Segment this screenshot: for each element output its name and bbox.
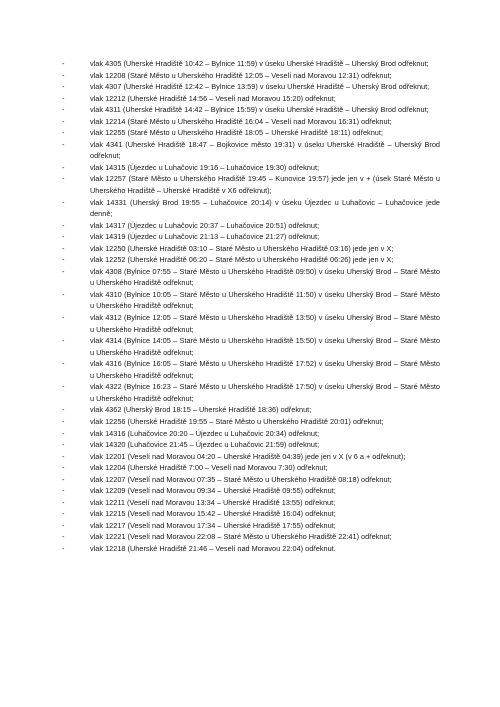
list-bullet: - — [62, 416, 65, 426]
list-item — [62, 358, 440, 381]
list-item — [62, 404, 440, 416]
list-item — [62, 381, 440, 404]
list-bullet: - — [62, 116, 65, 126]
list-item-text: vlak 12256 (Uherské Hradiště 19:55 – Staré Město u Uherského Hradiště 20:01) odřeknut; — [90, 416, 384, 426]
list-bullet: - — [62, 82, 65, 92]
list-item-text: vlak 14320 (Luhačovice 21:45 – Újezdec u Luhačovic 21:59) odřeknut; — [90, 440, 320, 450]
list-item-text: vlak 12221 (Veselí nad Moravou 22:08 – Staré Město u Uherského Hradiště 22:41) odřeknut; — [90, 532, 392, 542]
list-item-text: vlak 12215 (Veselí nad Moravou 15:42 – Uherské Hradiště 16:04) odřeknut; — [90, 509, 336, 519]
list-bullet: - — [62, 405, 65, 415]
list-bullet: - — [62, 243, 65, 253]
list-item — [62, 497, 440, 509]
list-item-text: vlak 4314 (Bylnice 14:05 – Staré Město u Uherského Hradiště 15:50) v úseku Uherský Brod – Staré Město u Uherského Hradiště odřeknut; — [90, 336, 440, 357]
list-item — [62, 254, 440, 266]
list-bullet: - — [62, 463, 65, 473]
list-item — [62, 266, 440, 289]
list-item — [62, 416, 440, 428]
list-item — [62, 312, 440, 335]
list-item-text: vlak 14315 (Újezdec u Luhačovic 19:16 – Luhačovice 19:30) odřeknut; — [90, 162, 320, 172]
list-item-text: vlak 12214 (Staré Město u Uherského Hradiště 16:04 – Veselí nad Moravou 16:31) odřeknut; — [90, 116, 392, 126]
list-bullet: - — [62, 105, 65, 115]
list-item-text: vlak 12204 (Uherské Hradiště 7:00 – Veselí nad Moravou 7:30) odřeknut; — [90, 463, 328, 473]
list-bullet: - — [62, 289, 65, 299]
list-item — [62, 231, 440, 243]
list-bullet: - — [62, 428, 65, 438]
list-bullet: - — [62, 359, 65, 369]
list-bullet: - — [62, 128, 65, 138]
list-item-text: vlak 12217 (Veselí nad Moravou 17:34 – Uherské Hradiště 17:55) odřeknut; — [90, 520, 336, 530]
list-bullet: - — [62, 451, 65, 461]
list-item-text: vlak 4307 (Uherské Hradiště 12:42 – Bylnice 13:59) v úseku Uherské Hradiště – Uherský Brod odřeknut; — [90, 82, 430, 92]
list-item-text: vlak 4362 (Uherský Brod 18:15 – Uherské Hradiště 18:36) odřeknut; — [90, 405, 312, 415]
list-item-text: vlak 12212 (Uherské Hradiště 14:56 – Veselí nad Moravou 15:20) odřeknut; — [90, 93, 336, 103]
list-item — [62, 243, 440, 255]
list-item-text: vlak 12218 (Uherské Hradiště 21:46 – Veselí nad Moravou 22:04) odřeknut. — [90, 543, 336, 553]
list-item — [62, 520, 440, 532]
list-item-text: vlak 4341 (Uherské Hradiště 18:47 – Bojkovice město 19:31) v úseku Uherské Hradiště – Uherský Brod odřeknut; — [90, 139, 440, 161]
list-bullet: - — [62, 440, 65, 450]
list-item-text: vlak 14317 (Újezdec u Luhačovic 20:37 – Luhačovice 20:51) odřeknut; — [90, 220, 320, 230]
list-item — [62, 93, 440, 105]
list-item-text: vlak 12252 (Uherské Hradiště 06:20 – Staré Město u Uherského Hradiště 06:26) jede jen v X; — [90, 255, 394, 265]
list-bullet: - — [62, 520, 65, 530]
list-bullet: - — [62, 497, 65, 507]
list-item — [62, 531, 440, 543]
list-item — [62, 543, 440, 555]
list-item-text: vlak 12208 (Staré Město u Uherského Hradiště 12:05 – Veselí nad Moravou 12:31) odřeknut; — [90, 70, 392, 80]
list-item — [62, 289, 440, 312]
list-item-text: vlak 4311 (Uherské Hradiště 14:42 – Bylnice 15:59) v úseku Uherské Hradiště – Uherský Brod odřeknut; — [90, 105, 429, 115]
list-bullet: - — [62, 474, 65, 484]
list-item — [62, 439, 440, 451]
list-item-text: vlak 12209 (Veselí nad Moravou 09:34 – Uherské Hradiště 09:55) odřeknut; — [90, 486, 336, 496]
list-item — [62, 451, 440, 463]
list-bullet: - — [62, 139, 65, 149]
list-item — [62, 462, 440, 474]
list-bullet: - — [62, 162, 65, 172]
train-cancellation-list — [62, 58, 440, 555]
list-item — [62, 104, 440, 116]
list-bullet: - — [62, 266, 65, 276]
list-bullet: - — [62, 509, 65, 519]
list-item-text: vlak 4316 (Bylnice 16:05 – Staré Město u Uherského Hradiště 17:52) v úseku Uherský Brod – Staré Město u Uherského Hradiště odřeknut; — [90, 359, 440, 380]
list-bullet: - — [62, 543, 65, 553]
list-item-text: vlak 4312 (Bylnice 12:05 – Staré Město u Uherského Hradiště 13:50) v úseku Uherský Brod – Staré Město u Uherského Hradiště odřeknut; — [90, 313, 440, 334]
list-item-text: vlak 12211 (Veselí nad Moravou 13:34 – Uherské Hradiště 13:55) odřeknut; — [90, 497, 336, 507]
list-bullet: - — [62, 336, 65, 346]
list-item-text: vlak 14319 (Újezdec u Luhačovic 21:13 – Luhačovice 21:27) odřeknut; — [90, 232, 320, 242]
list-item-text: vlak 14316 (Luhačovice 20:20 – Újezdec u Luhačovic 20:34) odřeknut; — [90, 428, 320, 438]
list-item — [62, 127, 440, 139]
list-bullet: - — [62, 255, 65, 265]
list-bullet: - — [62, 174, 65, 184]
list-bullet: - — [62, 232, 65, 242]
list-item — [62, 139, 440, 162]
list-item-text: vlak 4322 (Bylnice 16:23 – Staré Město u Uherského Hradiště 17:50) v úseku Uherský Brod – Staré Město u Uherského Hradiště odřeknut; — [90, 382, 440, 403]
list-bullet: - — [62, 313, 65, 323]
list-item — [62, 335, 440, 358]
list-item — [62, 173, 440, 196]
list-item-text: vlak 12250 (Uherské Hradiště 03:10 – Staré Město u Uherského Hradiště 03:16) jede jen v X; — [90, 243, 394, 253]
list-item-text: vlak 4305 (Uherské Hradiště 10:42 – Bylnice 11:59) v úseku Uherské Hradiště – Uherský Brod odřeknut; — [90, 59, 429, 68]
list-item — [62, 81, 440, 93]
list-item-text: vlak 12207 (Veselí nad Moravou 07:35 – Staré Město u Uherského Hradiště 08:18) odřeknut; — [90, 474, 392, 484]
list-item-text: vlak 4310 (Bylnice 10:05 – Staré Město u Uherského Hradiště 11:50) v úseku Uherský Brod – Staré Město u Uherského Hradiště odřeknut; — [90, 289, 440, 311]
list-item-text: vlak 12201 (Veselí nad Moravou 04:20 – Uherské Hradiště 04:39) jede jen v X (v 6 a + odřeknut); — [90, 451, 406, 461]
list-item — [62, 485, 440, 497]
list-item — [62, 474, 440, 486]
list-item — [62, 428, 440, 440]
list-item — [62, 58, 440, 70]
list-bullet: - — [62, 532, 65, 542]
list-item-text: vlak 12255 (Staré Město u Uherského Hradiště 18:05 – Uherské Hradiště 18:11) odřeknut; — [90, 128, 383, 138]
list-item-text: vlak 12257 (Staré Město u Uherského Hradiště 19:45 – Kunovice 19:57) jede jen v + (úsek Staré Město u Uherského Hradiště – Uherské Hradiště v X6 odřeknut); — [90, 174, 440, 196]
list-bullet: - — [62, 93, 65, 103]
list-bullet: - — [62, 197, 65, 207]
list-bullet: - — [62, 59, 65, 68]
list-bullet: - — [62, 70, 65, 80]
list-item-text: vlak 14331 (Uherský Brod 19:55 – Luhačovice 20:14) v úseku Újezdec u Luhačovic – Luhačovice jede denně; — [90, 197, 440, 219]
list-bullet: - — [62, 382, 65, 392]
list-bullet: - — [62, 220, 65, 230]
list-item — [62, 220, 440, 232]
list-bullet: - — [62, 486, 65, 496]
list-item — [62, 508, 440, 520]
list-item — [62, 197, 440, 220]
list-item — [62, 116, 440, 128]
list-item-text: vlak 4308 (Bylnice 07:55 – Staré Město u Uherského Hradiště 09:50) v úseku Uherský Brod – Staré Město u Uherského Hradiště odřeknut; — [90, 266, 440, 288]
list-item — [62, 70, 440, 82]
list-item — [62, 162, 440, 174]
